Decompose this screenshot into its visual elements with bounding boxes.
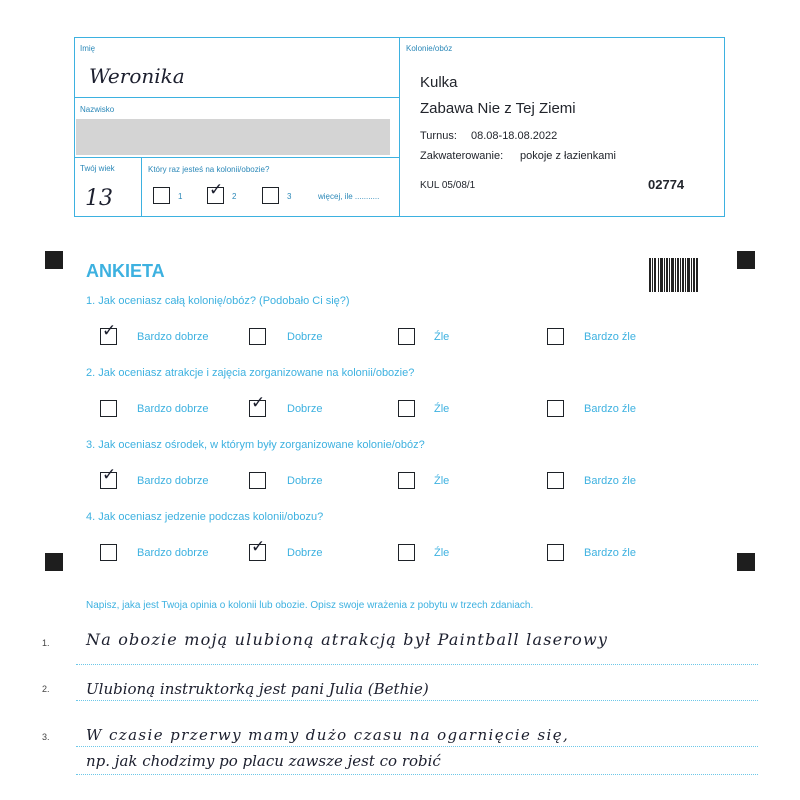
question-3-option-1-label: Bardzo dobrze bbox=[137, 475, 209, 487]
question-2-checkbox-4[interactable] bbox=[547, 400, 564, 417]
line-number: 1. bbox=[42, 638, 50, 648]
opinion-prompt: Napisz, jaka jest Twoja opinia o kolonii lub obozie. Opisz swoje wrażenia z pobytu w trzech zdaniach. bbox=[86, 600, 534, 611]
question-4-checkbox-4[interactable] bbox=[547, 544, 564, 561]
question-4-option-3-label: Źle bbox=[434, 547, 450, 559]
visit-checkbox-3[interactable] bbox=[262, 187, 279, 204]
turnus-value: 08.08-18.08.2022 bbox=[471, 130, 558, 142]
question-2-text: 2. Jak oceniasz atrakcje i zajęcia zorganizowane na kolonii/obozie? bbox=[86, 367, 415, 379]
question-1-checkbox-3[interactable] bbox=[398, 328, 415, 345]
question-1-checkbox-1[interactable] bbox=[100, 321, 117, 345]
more-label: więcej, ile ........... bbox=[318, 192, 380, 201]
question-4-text: 4. Jak oceniasz jedzenie podczas kolonii/obozu? bbox=[86, 511, 324, 523]
checkmark-icon: ✓ bbox=[251, 537, 266, 557]
age-box bbox=[74, 157, 142, 217]
question-3-checkbox-4[interactable] bbox=[547, 472, 564, 489]
turnus-label: Turnus: bbox=[420, 130, 457, 142]
question-3-checkbox-1[interactable] bbox=[100, 465, 117, 489]
question-4-option-4-label: Bardzo źle bbox=[584, 547, 636, 559]
age-label: Twój wiek bbox=[80, 164, 115, 173]
writing-line bbox=[76, 664, 758, 665]
question-4-checkbox-1[interactable] bbox=[100, 544, 117, 561]
survey-title: ANKIETA bbox=[86, 261, 165, 281]
question-3-text: 3. Jak oceniasz ośrodek, w którym były zorganizowane kolonie/obóz? bbox=[86, 439, 425, 451]
camp-place: Kulka bbox=[420, 74, 458, 91]
line-number: 3. bbox=[42, 732, 50, 742]
question-3-checkbox-2[interactable] bbox=[249, 472, 266, 489]
camp-label: Kolonie/obóz bbox=[406, 44, 453, 53]
checkmark-icon: ✓ bbox=[102, 321, 117, 341]
writing-line bbox=[76, 746, 758, 747]
registration-marker-icon bbox=[45, 553, 63, 571]
question-1-text: 1. Jak oceniasz całą kolonię/obóz? (Podobało Ci się?) bbox=[86, 295, 350, 307]
question-2-checkbox-3[interactable] bbox=[398, 400, 415, 417]
question-1-option-2-label: Dobrze bbox=[287, 331, 323, 343]
question-1-checkbox-4[interactable] bbox=[547, 328, 564, 345]
form-number: 02774 bbox=[648, 177, 685, 192]
writing-line bbox=[76, 774, 758, 775]
surname-box bbox=[74, 97, 400, 158]
visit-option-1-label: 1 bbox=[178, 192, 183, 201]
visits-box bbox=[141, 157, 400, 217]
checkmark-icon: ✓ bbox=[251, 393, 266, 413]
visit-option-2-label: 2 bbox=[232, 192, 237, 201]
lodging-value: pokoje z łazienkami bbox=[520, 150, 616, 162]
answer-sentence: np. jak chodzimy po placu zawsze jest co robić bbox=[86, 752, 441, 770]
question-1-checkbox-2[interactable] bbox=[249, 328, 266, 345]
registration-marker-icon bbox=[737, 553, 755, 571]
surname-label: Nazwisko bbox=[80, 105, 115, 114]
registration-marker-icon bbox=[45, 251, 63, 269]
checkmark-icon: ✓ bbox=[102, 465, 117, 485]
question-3-option-4-label: Bardzo źle bbox=[584, 475, 636, 487]
question-2-option-4-label: Bardzo źle bbox=[584, 403, 636, 415]
name-label: Imię bbox=[80, 44, 96, 53]
question-4-option-2-label: Dobrze bbox=[287, 547, 323, 559]
camp-title: Zabawa Nie z Tej Ziemi bbox=[420, 100, 576, 117]
answer-sentence: W czasie przerwy mamy dużo czasu na ogarnięcie się, bbox=[86, 726, 570, 744]
question-2-option-1-label: Bardzo dobrze bbox=[137, 403, 209, 415]
question-3-option-3-label: Źle bbox=[434, 475, 450, 487]
line-number: 2. bbox=[42, 684, 50, 694]
question-3-checkbox-3[interactable] bbox=[398, 472, 415, 489]
checkmark-icon: ✓ bbox=[209, 180, 224, 200]
writing-line bbox=[76, 700, 758, 701]
question-4-option-1-label: Bardzo dobrze bbox=[137, 547, 209, 559]
visits-label: Który raz jesteś na kolonii/obozie? bbox=[148, 165, 270, 174]
answer-sentence: Na obozie moją ulubioną atrakcją był Paintball laserowy bbox=[86, 630, 609, 649]
name-box bbox=[74, 37, 400, 98]
question-2-option-2-label: Dobrze bbox=[287, 403, 323, 415]
question-1-option-1-label: Bardzo dobrze bbox=[137, 331, 209, 343]
surname-redacted bbox=[76, 119, 390, 155]
registration-marker-icon bbox=[737, 251, 755, 269]
question-2-option-3-label: Źle bbox=[434, 403, 450, 415]
visit-checkbox-1[interactable] bbox=[153, 187, 170, 204]
question-1-option-4-label: Bardzo źle bbox=[584, 331, 636, 343]
question-2-checkbox-1[interactable] bbox=[100, 400, 117, 417]
age-value: 13 bbox=[85, 186, 113, 211]
visit-option-3-label: 3 bbox=[287, 192, 292, 201]
question-4-checkbox-2[interactable] bbox=[249, 537, 266, 561]
question-4-checkbox-3[interactable] bbox=[398, 544, 415, 561]
answer-sentence: Ulubioną instruktorką jest pani Julia (Bethie) bbox=[86, 680, 429, 698]
question-3-option-2-label: Dobrze bbox=[287, 475, 323, 487]
camp-box bbox=[399, 37, 725, 217]
name-value: Weronika bbox=[89, 64, 185, 88]
lodging-label: Zakwaterowanie: bbox=[420, 150, 504, 162]
question-2-checkbox-2[interactable] bbox=[249, 393, 266, 417]
barcode-icon bbox=[649, 258, 699, 292]
camp-code: KUL 05/08/1 bbox=[420, 180, 476, 191]
question-1-option-3-label: Źle bbox=[434, 331, 450, 343]
visit-checkbox-2[interactable] bbox=[207, 180, 224, 204]
